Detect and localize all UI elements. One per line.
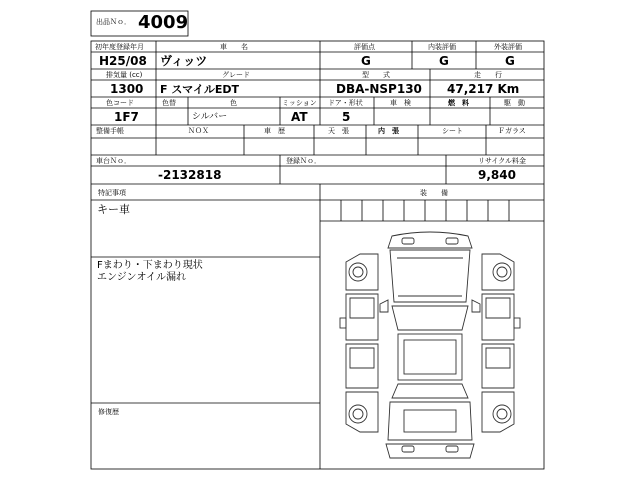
repair-history-label: 修復歴 bbox=[98, 408, 119, 416]
mileage-label: 走 行 bbox=[474, 71, 502, 79]
model-value: DBA-NSP130 bbox=[336, 82, 422, 96]
remarks-label: 特記事項 bbox=[98, 189, 126, 197]
f-glass-label: Ｆガラス bbox=[498, 127, 526, 135]
mileage-value: 47,217 Km bbox=[447, 82, 520, 96]
equipment-label: 装 備 bbox=[420, 189, 448, 197]
color-label: 色 bbox=[230, 99, 237, 107]
grade-label: グレード bbox=[222, 71, 250, 79]
lot-number-label: 出品Ｎｏ． bbox=[96, 18, 131, 26]
interior-score-label: 内装評価 bbox=[428, 43, 456, 51]
lot-number: 4009 bbox=[138, 12, 189, 33]
drive-label: 駆 動 bbox=[504, 99, 525, 107]
maintenance-label: 整備手帳 bbox=[96, 127, 124, 135]
first-reg-value: H25/08 bbox=[99, 54, 147, 68]
chassis-label: 車台Ｎｏ． bbox=[96, 157, 131, 165]
nox-label: ＮＯＸ bbox=[188, 127, 209, 135]
seat-label: シート bbox=[442, 127, 463, 135]
recycle-value: 9,840 bbox=[478, 168, 516, 182]
remark-engine-oil-leak: エンジンオイル漏れ bbox=[97, 272, 186, 283]
exterior-score-value: G bbox=[505, 54, 515, 68]
displacement-label: 排気量 (cc) bbox=[106, 71, 143, 79]
car-name-label: 車 名 bbox=[220, 43, 248, 51]
mission-label: ミッション bbox=[282, 99, 317, 107]
color-code-label: 色コード bbox=[106, 99, 134, 107]
first-reg-label: 初年度登録年月 bbox=[95, 43, 144, 51]
color-change-label: 色替 bbox=[162, 99, 176, 107]
fuel-label: 燃 料 bbox=[448, 99, 469, 107]
car-diagram bbox=[340, 232, 520, 458]
model-label: 型 式 bbox=[362, 71, 390, 79]
remark-front-under: Fまわり・下まわり現状 bbox=[97, 260, 203, 271]
remark-key-car: キー車 bbox=[97, 203, 130, 216]
score-value: G bbox=[361, 54, 371, 68]
car-name-value: ヴィッツ bbox=[160, 54, 208, 68]
recycle-label: リサイクル料金 bbox=[478, 157, 527, 165]
mission-value: AT bbox=[291, 110, 308, 124]
displacement-value: 1300 bbox=[110, 82, 144, 96]
exterior-score-label: 外装評価 bbox=[494, 43, 522, 51]
grade-value: F スマイルEDT bbox=[160, 83, 240, 96]
inspection-label: 車 検 bbox=[390, 99, 411, 107]
score-label: 評価点 bbox=[354, 43, 375, 51]
interior-score-value: G bbox=[439, 54, 449, 68]
sunroof-label: 天 張 bbox=[328, 127, 349, 135]
doors-value: 5 bbox=[342, 110, 351, 124]
color-code-value: 1F7 bbox=[114, 110, 139, 124]
chassis-value: -2132818 bbox=[158, 168, 222, 182]
reg-no-label: 登録Ｎｏ． bbox=[286, 157, 321, 165]
doors-label: ドア・形状 bbox=[328, 99, 363, 107]
interior-trim-label: 内 張 bbox=[378, 127, 399, 135]
history-label: 車 歴 bbox=[264, 127, 285, 135]
sheet-frame bbox=[91, 41, 544, 469]
color-value: シルバー bbox=[192, 112, 228, 122]
